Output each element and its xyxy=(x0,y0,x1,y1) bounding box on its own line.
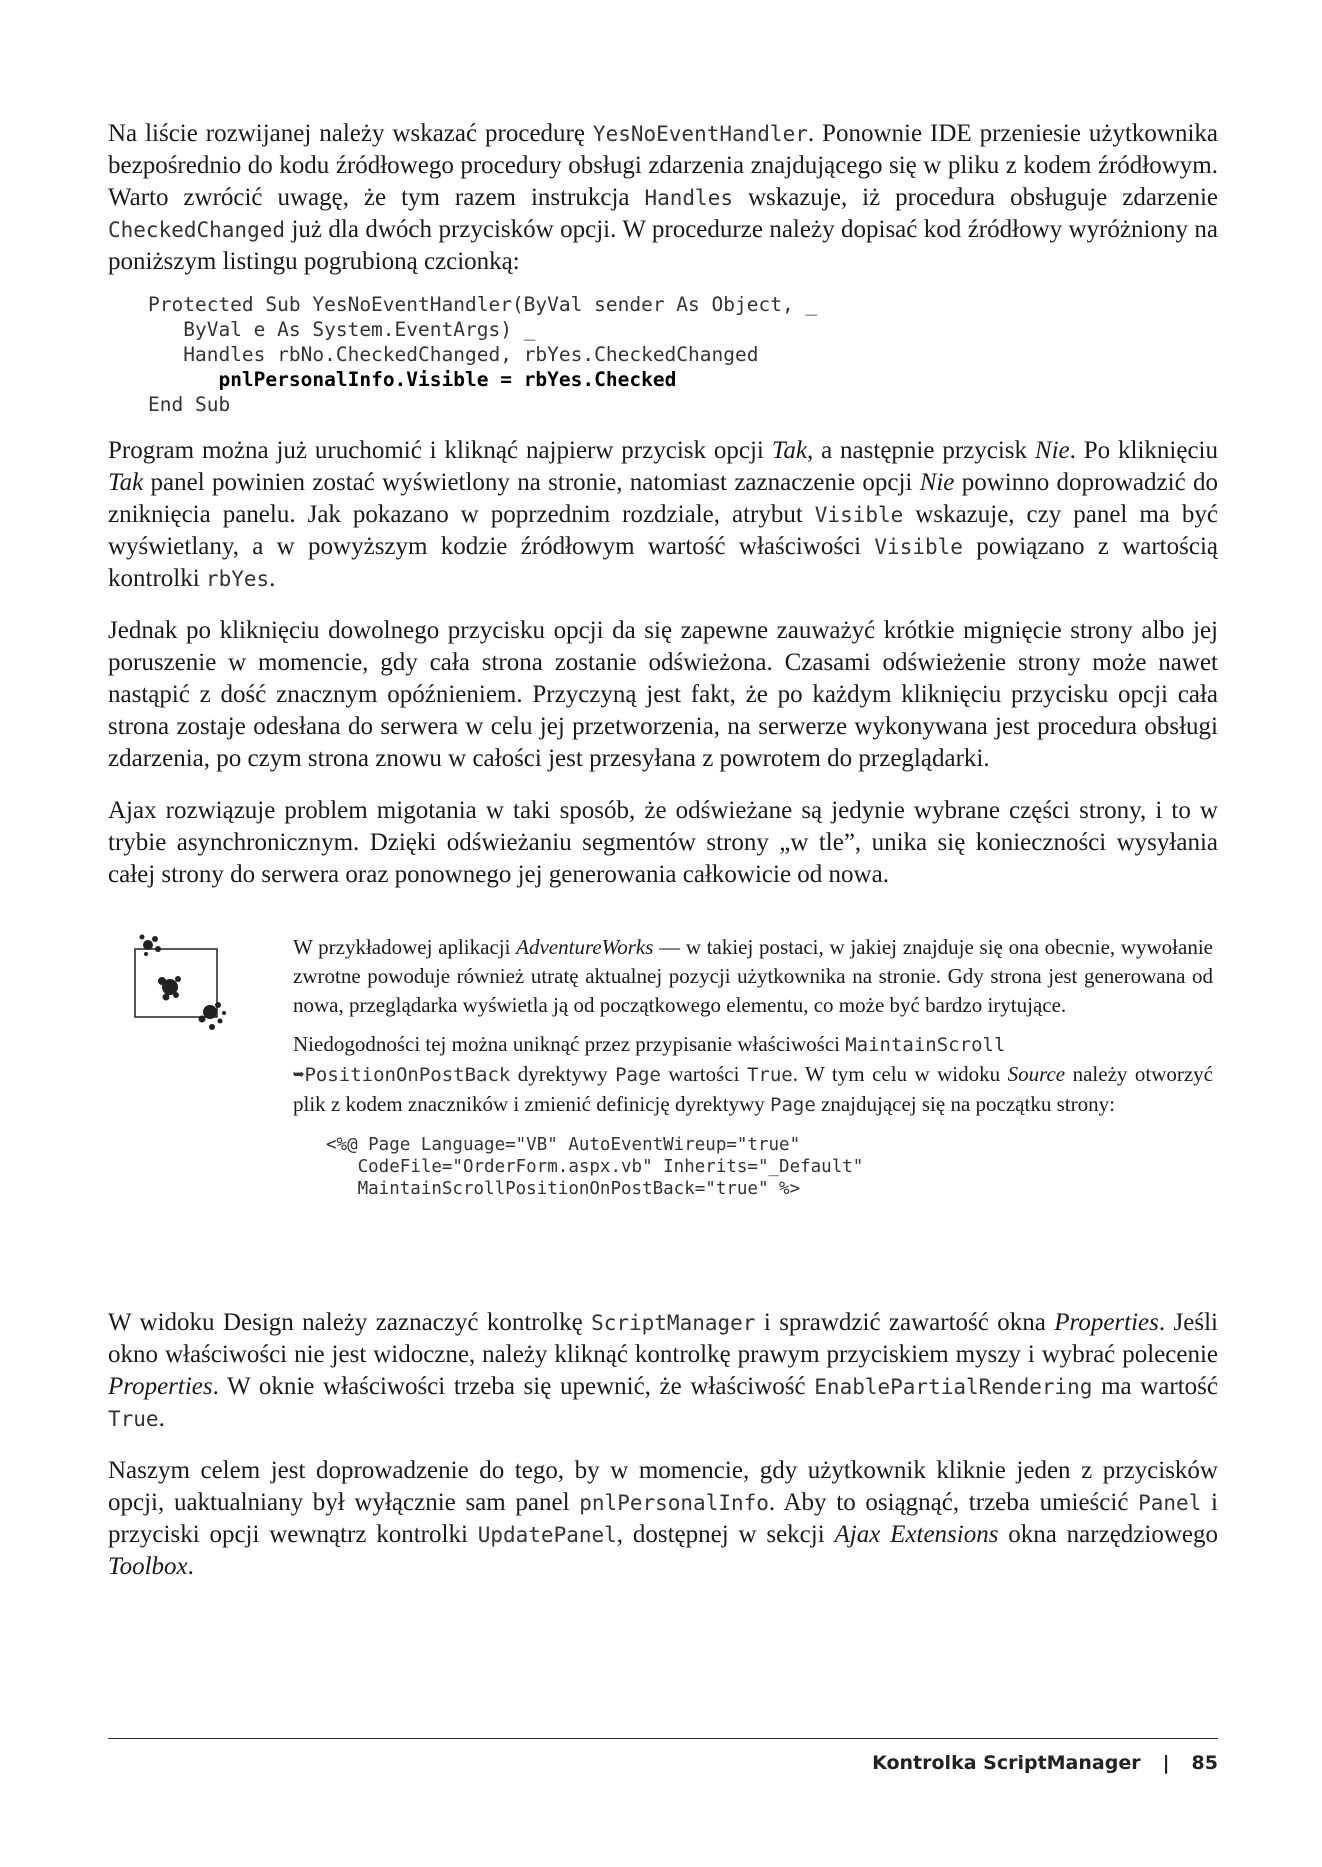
tip-text xyxy=(293,933,1213,1200)
text: wskazuje, czy panel ma być wyświetlany, a w powyższym kodzie źródłowym wartość właściwości xyxy=(108,501,1218,560)
text: W przykładowej aplikacji xyxy=(293,935,517,959)
text: i przyciski opcji wewnątrz kontrolki xyxy=(108,1489,1218,1548)
inline-code: YesNoEventHandler xyxy=(592,122,808,146)
text: W widoku Design należy zaznaczyć kontrolkę xyxy=(108,1309,592,1336)
inline-code: True xyxy=(746,1064,793,1086)
footer-separator: | xyxy=(1162,1752,1170,1774)
raccoon-tip-icon xyxy=(130,927,230,1037)
text: okna narzędziowego xyxy=(998,1521,1218,1548)
inline-code: CheckedChanged xyxy=(108,218,286,242)
text: ma wartość xyxy=(1092,1373,1219,1400)
tip-note xyxy=(108,923,1218,1273)
code-line: Protected Sub YesNoEventHandler(ByVal sender As Object, _ xyxy=(148,293,818,316)
code-listing-1 xyxy=(148,292,1218,417)
text: . Po kliknięciu xyxy=(1069,437,1219,464)
code-line: MaintainScrollPositionOnPostBack="true" %> xyxy=(326,1179,801,1199)
paragraph-4: Ajax rozwiązuje problem migotania w taki sposób, że odświeżane są jedynie wybrane części strony, i to w trybie asynchronicznym. Dzięki odświeżaniu segmentów strony „w tle”, unika się konieczności wysyłania całej strony do serwera oraz ponownego jej generowania całkowicie od nowa. xyxy=(108,797,1218,888)
paragraph-3: Jednak po kliknięciu dowolnego przycisku opcji da się zapewne zauważyć krótkie mignięcie strony albo jej poruszenie w momencie, gdy cała strona zostanie odświeżona. Czasami odświeżenie strony może nawet nastąpić z dość znacznym opóźnieniem. Przyczyną jest fakt, że po każdym kliknięciu przycisku opcji cała strona zostaje odesłana do serwera w celu jej przetworzenia, na serwerze wykonywana jest procedura obsługi zdarzenia, po czym strona znowu w całości jest przesyłana z powrotem do przeglądarki. xyxy=(108,617,1218,772)
paragraph-6 xyxy=(108,1455,1218,1583)
code-line-highlighted: pnlPersonalInfo.Visible = rbYes.Checked xyxy=(218,368,677,391)
text: Program można już uruchomić i kliknąć najpierw przycisk opcji xyxy=(108,437,772,464)
emphasis: Toolbox xyxy=(108,1553,188,1580)
text: wartości xyxy=(660,1062,747,1086)
text: . xyxy=(158,1405,165,1432)
text: powiązano z wartością kontrolki xyxy=(108,533,1218,592)
tip-code-listing xyxy=(326,1134,1213,1200)
text: i sprawdzić zawartość okna xyxy=(755,1309,1055,1336)
text: Niedogodności tej można uniknąć przez przypisanie właściwości xyxy=(293,1032,846,1056)
text: . Aby to osiągnąć, trzeba umieścić xyxy=(768,1489,1139,1516)
emphasis: Ajax Extensions xyxy=(834,1521,999,1548)
inline-code-continued: ➥PositionOnPostBack xyxy=(293,1064,511,1086)
inline-code: UpdatePanel xyxy=(477,1523,617,1547)
paragraph-5 xyxy=(108,1307,1218,1435)
inline-code: ScriptManager xyxy=(591,1311,756,1335)
inline-code: Visible xyxy=(814,503,904,527)
inline-code: EnablePartialRendering xyxy=(814,1375,1093,1399)
inline-code: True xyxy=(108,1407,159,1431)
code-line: Handles rbNo.CheckedChanged, rbYes.CheckedChanged xyxy=(148,343,759,366)
paragraph-1 xyxy=(108,118,1218,278)
text: Naszym celem jest doprowadzenie do tego, by w momencie, gdy użytkownik kliknie jeden z przycisków opcji, uaktualniany był wyłącznie sam panel xyxy=(108,1457,1218,1516)
text: , dostępnej w sekcji xyxy=(616,1521,835,1548)
tip-paragraph-2 xyxy=(293,1030,1213,1120)
inline-code: Page xyxy=(615,1064,661,1086)
text: . W oknie właściwości trzeba się upewnić, że właściwość xyxy=(212,1373,815,1400)
code-line: End Sub xyxy=(148,393,231,416)
tip-paragraph-1 xyxy=(293,933,1213,1020)
inline-code: Handles xyxy=(644,186,733,210)
text: . xyxy=(187,1553,194,1580)
emphasis: Source xyxy=(1007,1062,1066,1086)
text: należy otworzyć plik z kodem znaczników i zmienić definicję dyrektywy xyxy=(293,1062,1213,1116)
inline-code: Visible xyxy=(874,535,963,559)
code-line: CodeFile="OrderForm.aspx.vb" Inherits="_Default" xyxy=(326,1157,864,1177)
text: już dla dwóch przycisków opcji. W procedurze należy dopisać kod źródłowy wyróżniony na poniższym listingu pogrubioną czcionką: xyxy=(108,216,1218,275)
text: Na liście rozwijanej należy wskazać procedurę xyxy=(108,120,593,147)
inline-code: pnlPersonalInfo xyxy=(579,1491,769,1515)
emphasis: Properties xyxy=(1054,1309,1159,1336)
page-number: 85 xyxy=(1191,1752,1218,1774)
text: panel powinien zostać wyświetlony na stronie, natomiast zaznaczenie opcji xyxy=(143,469,920,496)
text: dyrektywy xyxy=(510,1062,616,1086)
emphasis: AdventureWorks xyxy=(516,935,654,959)
inline-code: Panel xyxy=(1138,1491,1202,1515)
text: , a następnie przycisk xyxy=(806,437,1035,464)
page-content xyxy=(108,118,1218,1603)
emphasis: Nie xyxy=(1034,437,1070,464)
code-line: <%@ Page Language="VB" AutoEventWireup="true" xyxy=(326,1135,801,1155)
code-line: ByVal e As System.EventArgs) _ xyxy=(148,318,536,341)
page-footer xyxy=(872,1752,1218,1774)
inline-code: MaintainScroll xyxy=(845,1034,1006,1056)
footer-section-title: Kontrolka ScriptManager xyxy=(872,1752,1141,1774)
text: . Ponownie IDE przeniesie użytkownika bezpośrednio do kodu źródłowego procedury obsługi zdarzenia znajdującego się w pliku z kodem źródłowym. Warto zwrócić uwagę, że tym razem instrukcja xyxy=(108,120,1218,211)
text: . Jeśli okno właściwości nie jest widoczne, należy kliknąć kontrolkę prawym przyciskiem myszy i wybrać polecenie xyxy=(108,1309,1218,1368)
emphasis: Tak xyxy=(108,469,144,496)
text: znajdującej się na początku strony: xyxy=(815,1092,1115,1116)
inline-code: rbYes xyxy=(205,567,270,591)
text: — w takiej postaci, w jakiej znajduje się ona obecnie, wywołanie zwrotne powoduje również utratę aktualnej pozycji użytkownika na stronie. Gdy strona jest generowana od nowa, przeglądarka wyświetla ją od początkowego elementu, co może być bardzo irytujące. xyxy=(293,935,1213,1017)
emphasis: Tak xyxy=(771,437,807,464)
emphasis: Properties xyxy=(108,1373,213,1400)
inline-code: Page xyxy=(770,1094,816,1116)
text: . xyxy=(269,565,276,592)
footer-divider xyxy=(108,1738,1218,1739)
text: powinno doprowadzić do zniknięcia panelu. Jak pokazano w poprzednim rozdziale, atrybut xyxy=(108,469,1218,528)
emphasis: Nie xyxy=(919,469,955,496)
text: . W tym celu w widoku xyxy=(792,1062,1008,1086)
text: wskazuje, iż procedura obsługuje zdarzenie xyxy=(733,184,1218,211)
paragraph-2 xyxy=(108,435,1218,595)
